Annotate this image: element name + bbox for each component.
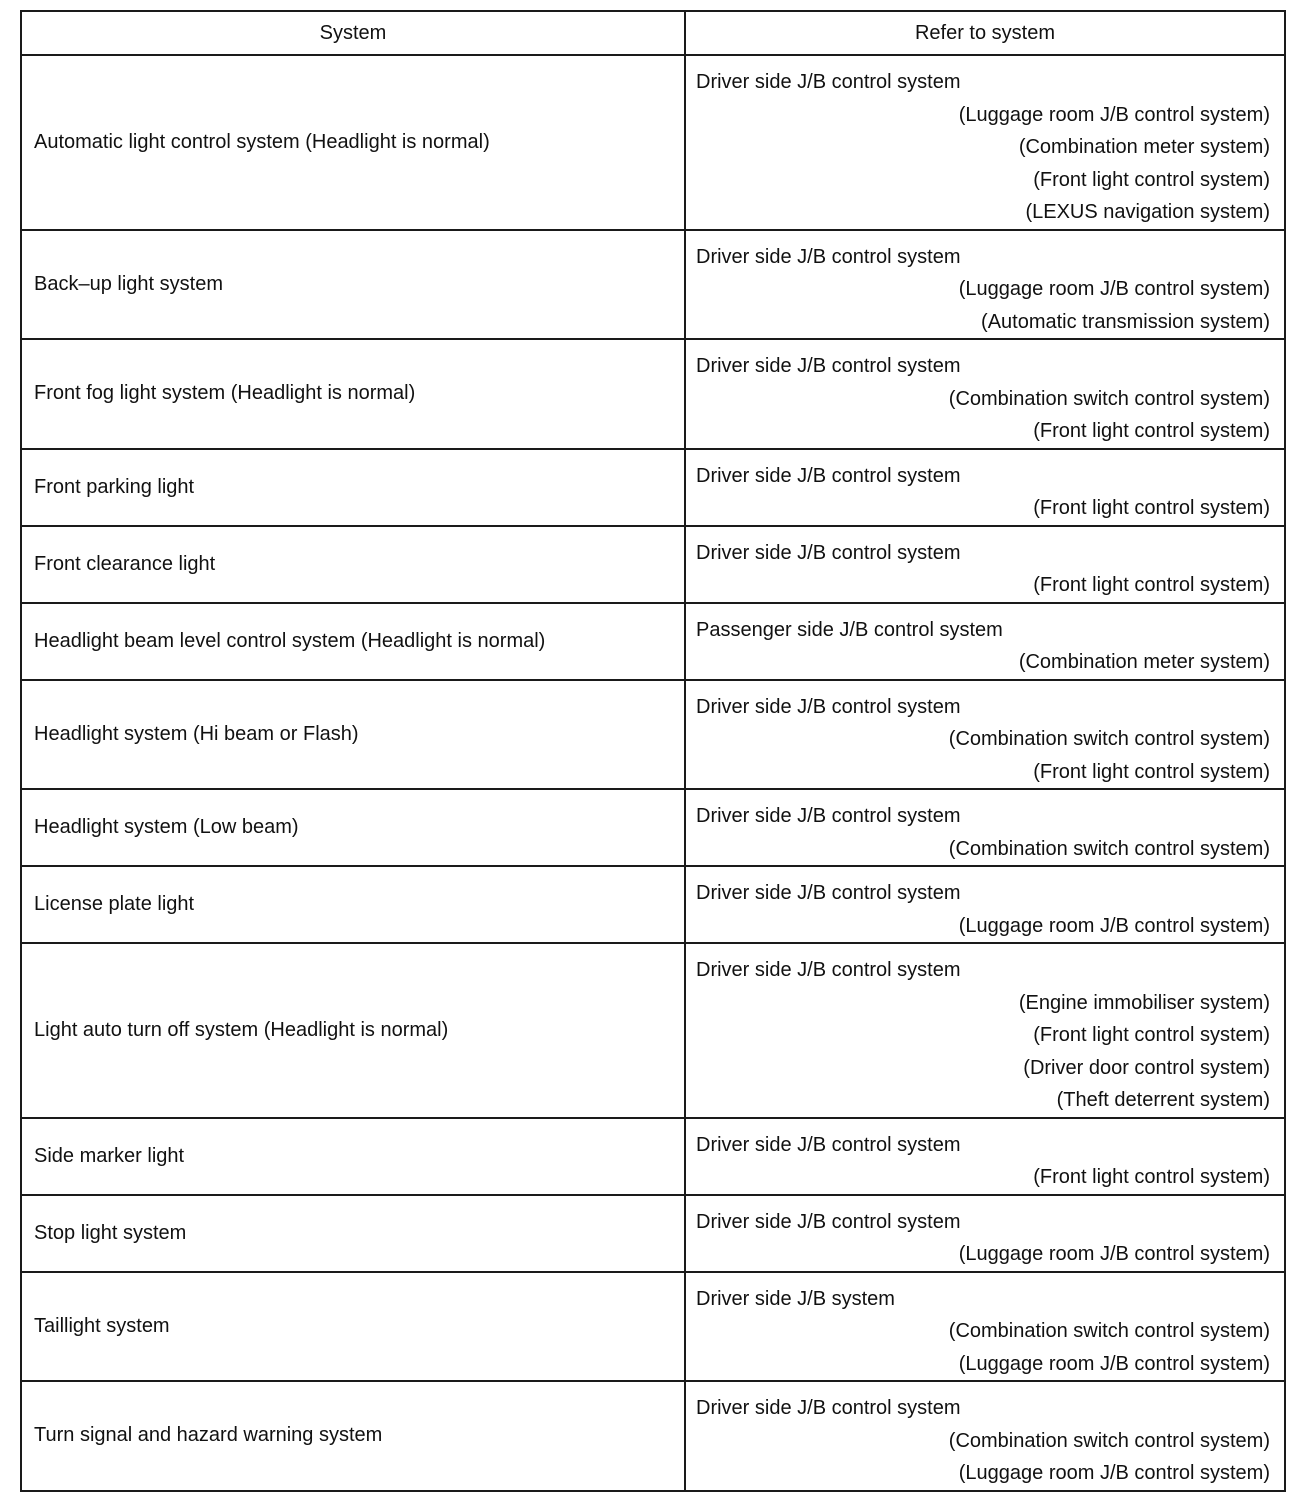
primary-reference-system: Driver side J/B control system: [696, 541, 961, 564]
related-reference-system: (Front light control system): [1033, 168, 1270, 191]
refer-to-system-cell: [685, 943, 1285, 1118]
system-name-cell: Light auto turn off system (Headlight is normal): [21, 943, 685, 1118]
primary-reference-system: Driver side J/B control system: [696, 1210, 961, 1233]
related-reference-system: (LEXUS navigation system): [1025, 201, 1270, 223]
related-reference-system: (Luggage room J/B control system): [958, 103, 1270, 126]
refer-to-system-cell: [685, 1381, 1285, 1491]
related-reference-system: (Combination meter system): [1018, 651, 1270, 673]
system-name-cell: Taillight system: [21, 1272, 685, 1382]
system-name-cell: Front clearance light: [21, 526, 685, 603]
table-row: [21, 230, 1285, 340]
related-reference-system: (Combination switch control system): [948, 1320, 1270, 1342]
refer-to-system-cell: [685, 230, 1285, 340]
table-row: [21, 339, 1285, 449]
related-reference-system: (Front light control system): [1033, 760, 1270, 783]
primary-reference-system: Driver side J/B control system: [696, 245, 961, 268]
header-refer-to-system: Refer to system: [685, 11, 1285, 55]
table-row: [21, 55, 1285, 230]
primary-reference-system: Driver side J/B control system: [696, 1133, 961, 1156]
table-row: [21, 866, 1285, 943]
table-row: [21, 1118, 1285, 1195]
table-body: [21, 55, 1285, 1491]
related-reference-system: (Combination switch control system): [948, 1429, 1270, 1452]
primary-reference-system: Driver side J/B control system: [696, 464, 961, 487]
refer-to-system-cell: [685, 1272, 1285, 1382]
refer-to-system-cell: [685, 680, 1285, 790]
related-reference-system: (Luggage room J/B control system): [958, 914, 1270, 937]
system-name-cell: Headlight system (Low beam): [21, 789, 685, 866]
table-row: [21, 1381, 1285, 1491]
table-row: [21, 603, 1285, 680]
primary-reference-system: Driver side J/B control system: [696, 71, 961, 93]
refer-to-system-cell: [685, 526, 1285, 603]
table-row: [21, 1195, 1285, 1272]
system-name-cell: Automatic light control system (Headlight is normal): [21, 55, 685, 230]
refer-to-system-cell: [685, 449, 1285, 526]
related-reference-system: (Combination meter system): [1018, 136, 1270, 158]
refer-to-system-cell: [685, 603, 1285, 680]
table-row: [21, 680, 1285, 790]
primary-reference-system: Driver side J/B control system: [696, 1397, 961, 1419]
system-name-cell: Headlight beam level control system (Headlight is normal): [21, 603, 685, 680]
primary-reference-system: Driver side J/B control system: [696, 805, 961, 827]
refer-to-system-cell: [685, 339, 1285, 449]
related-reference-system: (Front light control system): [1033, 1024, 1270, 1046]
primary-reference-system: Driver side J/B system: [696, 1287, 895, 1310]
related-reference-system: (Front light control system): [1033, 574, 1270, 596]
system-name-cell: Side marker light: [21, 1118, 685, 1195]
primary-reference-system: Driver side J/B control system: [696, 882, 961, 904]
related-reference-system: (Combination switch control system): [948, 837, 1270, 860]
refer-to-system-cell: [685, 55, 1285, 230]
header-row: [21, 11, 1285, 55]
primary-reference-system: Driver side J/B control system: [696, 695, 961, 718]
system-name-cell: Stop light system: [21, 1195, 685, 1272]
related-reference-system: (Luggage room J/B control system): [958, 1462, 1270, 1484]
related-reference-system: (Luggage room J/B control system): [958, 1352, 1270, 1375]
primary-reference-system: Driver side J/B control system: [696, 355, 961, 377]
table-header: [21, 11, 1285, 55]
related-reference-system: (Front light control system): [1033, 1166, 1270, 1188]
related-reference-system: (Front light control system): [1033, 420, 1270, 442]
related-reference-system: (Theft deterrent system): [1056, 1089, 1270, 1111]
system-name-cell: Front fog light system (Headlight is normal): [21, 339, 685, 449]
refer-to-system-cell: [685, 789, 1285, 866]
related-reference-system: (Combination switch control system): [948, 728, 1270, 750]
refer-to-system-cell: [685, 866, 1285, 943]
system-name-cell: Headlight system (Hi beam or Flash): [21, 680, 685, 790]
system-name-cell: Back–up light system: [21, 230, 685, 340]
related-reference-system: (Luggage room J/B control system): [958, 1243, 1270, 1265]
refer-to-system-cell: [685, 1118, 1285, 1195]
table-row: [21, 943, 1285, 1118]
related-reference-system: (Engine immobiliser system): [1018, 991, 1270, 1014]
system-name-cell: License plate light: [21, 866, 685, 943]
refer-to-system-cell: [685, 1195, 1285, 1272]
primary-reference-system: Driver side J/B control system: [696, 959, 961, 981]
related-reference-system: (Combination switch control system): [948, 387, 1270, 410]
system-name-cell: Front parking light: [21, 449, 685, 526]
primary-reference-system: Passenger side J/B control system: [696, 618, 1003, 641]
header-system: System: [21, 11, 685, 55]
related-reference-system: (Front light control system): [1033, 497, 1270, 519]
related-reference-system: (Automatic transmission system): [981, 310, 1270, 333]
system-reference-table: [20, 10, 1286, 1492]
system-name-cell: Turn signal and hazard warning system: [21, 1381, 685, 1491]
table-row: [21, 526, 1285, 603]
related-reference-system: (Luggage room J/B control system): [958, 278, 1270, 300]
table-row: [21, 1272, 1285, 1382]
table-row: [21, 789, 1285, 866]
related-reference-system: (Driver door control system): [1023, 1056, 1270, 1079]
table-row: [21, 449, 1285, 526]
